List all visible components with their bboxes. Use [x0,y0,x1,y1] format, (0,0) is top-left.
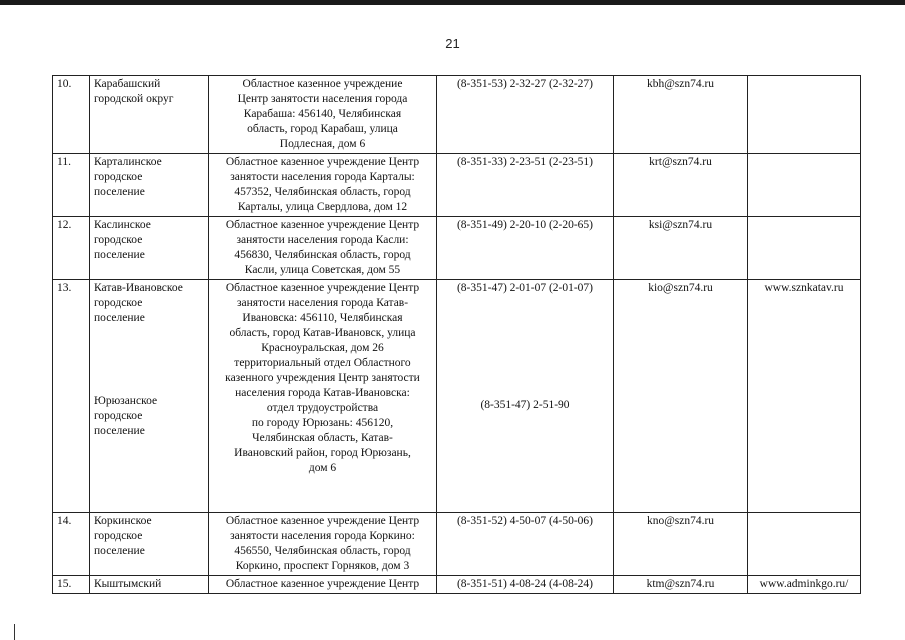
phone-number: (8-351-49) 2-20-10 (2-20-65) [437,217,614,280]
organization-address: Областное казенное учреждение Центр занятости населения города Касли: 456830, Челябинская область, город Касли, улица Советская, дом 55 [209,217,437,280]
website: www.sznkatav.ru [748,280,861,513]
row-number: 12. [53,217,90,280]
table-row [53,513,861,576]
district-name: Катав-Ивановское городское поселение [94,282,183,324]
phone-number: (8-351-47) 2-01-07 (2-01-07) [456,282,594,294]
district-name: Карталинское городское поселение [90,154,209,217]
phone-number-secondary: (8-351-47) 2-51-90 [480,399,570,411]
email-address: ktm@szn74.ru [614,576,748,594]
district-name: Каслинское городское поселение [90,217,209,280]
row-number: 10. [53,76,90,154]
phone-cell [437,280,614,513]
table-row [53,576,861,594]
district-name: Коркинское городское поселение [90,513,209,576]
website [748,217,861,280]
phone-number: (8-351-51) 4-08-24 (4-08-24) [437,576,614,594]
website [748,513,861,576]
spacer [94,326,204,394]
website: www.adminkgo.ru/ [748,576,861,594]
organization-address: Областное казенное учреждение Центр занятости населения города Карталы: 457352, Челябинская область, город Карталы, улица Свердлова, дом 12 [209,154,437,217]
phone-number: (8-351-52) 4-50-07 (4-50-06) [437,513,614,576]
spacer [441,296,609,362]
organization-address: Областное казенное учреждение Центр [209,576,437,594]
row-number: 11. [53,154,90,217]
table-row [53,280,861,513]
row-number: 13. [53,280,90,513]
email-address: ksi@szn74.ru [614,217,748,280]
email-address: kio@szn74.ru [614,280,748,513]
email-address: kbh@szn74.ru [614,76,748,154]
employment-centers-table [52,75,861,594]
district-name-secondary: Юрюзанское городское поселение [94,395,158,437]
table-row [53,217,861,280]
phone-number: (8-351-33) 2-23-51 (2-23-51) [437,154,614,217]
organization-address: Областное казенное учреждение Центр занятости населения города Коркино: 456550, Челябинская область, город Коркино, проспект Горняков, дом 3 [209,513,437,576]
page-number: 21 [445,36,460,51]
website [748,154,861,217]
spacer [441,362,609,398]
row-number: 15. [53,576,90,594]
email-address: krt@szn74.ru [614,154,748,217]
website [748,76,861,154]
email-address: kno@szn74.ru [614,513,748,576]
row-number: 14. [53,513,90,576]
phone-number: (8-351-53) 2-32-27 (2-32-27) [437,76,614,154]
district-name: Карабашский городской округ [90,76,209,154]
organization-address: Областное казенное учреждение Центр занятости населения города Катав- Ивановска: 456110, Челябинская область, город Катав-Ивановск, улица Красноуральская, дом 26 территориальный отдел Областного казенного учреждения Центр занятости населения города Катав-Ивановска: отдел трудоустройства по городу Юрюзань: 456120, Челябинская область, Катав- Ивановский район, город Юрюзань, дом 6 [209,280,437,513]
table-row [53,154,861,217]
margin-mark [14,624,15,640]
district-cell [90,280,209,513]
district-name: Кыштымский [90,576,209,594]
scan-top-edge [0,0,905,5]
organization-address: Областное казенное учреждение Центр занятости населения города Карабаша: 456140, Челябинская область, город Карабаш, улица Подлесная, дом 6 [209,76,437,154]
table-row [53,76,861,154]
